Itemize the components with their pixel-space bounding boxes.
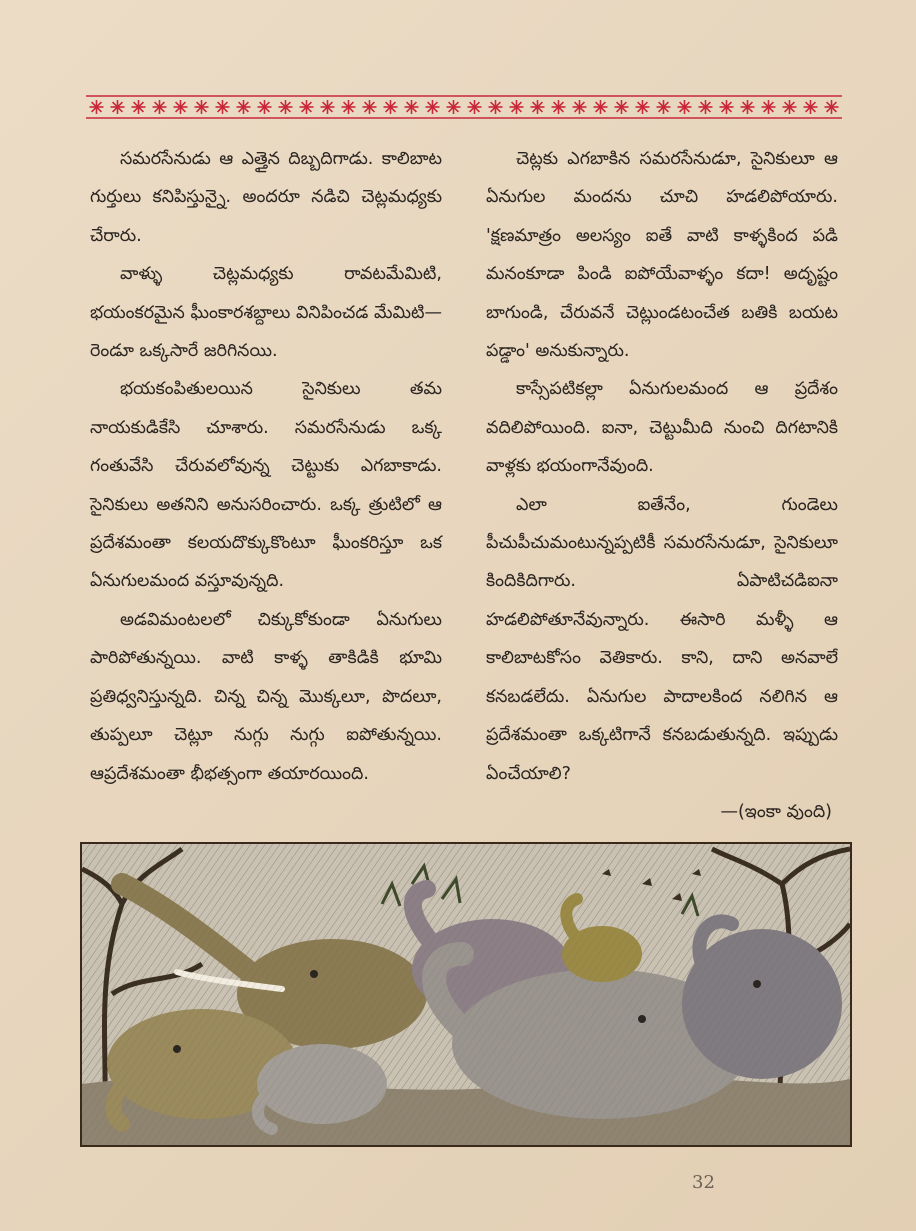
continued-label: —(ఇంకా వుంది) — [720, 801, 832, 822]
border-motif — [678, 100, 692, 114]
border-motif — [510, 100, 524, 114]
border-motif — [699, 100, 713, 114]
border-motif — [468, 100, 482, 114]
border-motif — [300, 100, 314, 114]
border-motif — [237, 100, 251, 114]
border-motif — [132, 100, 146, 114]
border-motif — [447, 100, 461, 114]
border-motif — [426, 100, 440, 114]
elephant-herd-drawing — [82, 844, 850, 1145]
border-motif — [762, 100, 776, 114]
right-paragraph-1: చెట్లకు ఎగబాకిన సమరసేనుడూ, సైనికులూ ఆ ఏనుగుల మందను చూచి హడలిపోయారు. 'క్షణమాత్రం అలస్యం ఐతే వాటి కాళ్ళకింద పడి మనంకూడా పిండి ఐపోయేవాళ్ళం కదా! అదృష్టం బాగుండి, చేరువనే చెట్లుండటంచేత బతికి బయట పడ్డాం' అనుకున్నారు. — [486, 149, 838, 362]
border-motif — [174, 100, 188, 114]
border-motif — [720, 100, 734, 114]
page-number: 32 — [692, 1172, 715, 1193]
border-motif — [321, 100, 335, 114]
border-motif — [573, 100, 587, 114]
left-paragraph-3: భయకంపితులయిన సైనికులు తమ నాయకుడికేసి చూశారు. సమరసేనుడు ఒక్క గంతువేసి చేరువలోవున్న చెట్టుకు ఎగబాకాడు. సైనికులు అతనిని అనుసరించారు. ఒక్క త్రుటిలో ఆ ప్రదేశమంతా కలయదొక్కుకొంటూ ఘీంకరిస్తూ ఒక ఏనుగులమంద వస్తూవున్నది. — [90, 379, 442, 592]
border-motif — [195, 100, 209, 114]
border-motif — [783, 100, 797, 114]
border-motif — [636, 100, 650, 114]
decorative-border — [86, 95, 842, 119]
border-motif — [153, 100, 167, 114]
border-motif — [216, 100, 230, 114]
left-paragraph-2: వాళ్ళు చెట్లమధ్యకు రావటమేమిటి, భయంకరమైన ఘీంకారశబ్దాలు వినిపించడ మేమిటి—రెండూ ఒక్కసారే జరిగినయి. — [90, 264, 442, 362]
border-motif — [489, 100, 503, 114]
border-motif — [615, 100, 629, 114]
left-column — [90, 140, 442, 793]
border-motif — [552, 100, 566, 114]
border-motif — [594, 100, 608, 114]
border-motif — [804, 100, 818, 114]
right-paragraph-3: ఎలా ఐతేనేం, గుండెలు పీచుపీచుమంటున్నప్పటికీ సమరసేనుడూ, సైనికులూ కిందికిదిగారు. ఏపాటిచడిఐనా హడలిపోతూనేవున్నారు. ఈసారి మళ్ళీ ఆ కాలిబాటకోసం వెతికారు. కాని, దాని అనవాలే కనబడలేదు. ఏనుగుల పాదాలకింద నలిగిన ఆ ప్రదేశమంతా ఒక్కటిగానే కనబడుతున్నది. ఇప్పుడు ఏంచేయాలి? — [486, 494, 838, 784]
right-paragraph-2: కాస్సేపటికల్లా ఏనుగులమంద ఆ ప్రదేశం వదిలిపోయింది. ఐనా, చెట్టుమీది నుంచి దిగటానికి వాళ్లకు భయంగానేవుంది. — [486, 379, 838, 477]
left-paragraph-4: అడవిమంటలలో చిక్కుకోకుండా ఏనుగులు పారిపోతున్నయి. వాటి కాళ్ళ తాకిడికి భూమి ప్రతిధ్వనిస్తున్నది. చిన్న చిన్న మొక్కలూ, పొదలూ, తుప్పలూ చెట్లూ నుగ్గు నుగ్గు ఐపోతున్నయి. ఆప్రదేశమంతా భీభత్సంగా తయారయింది. — [90, 609, 442, 784]
elephant-herd-illustration — [80, 842, 852, 1147]
border-motif — [363, 100, 377, 114]
border-motif — [384, 100, 398, 114]
border-motif — [279, 100, 293, 114]
border-motif — [342, 100, 356, 114]
border-motif — [741, 100, 755, 114]
border-motif — [531, 100, 545, 114]
left-paragraph-1: సమరసేనుడు ఆ ఎత్తైన దిబ్బదిగాడు. కాలిబాట గుర్తులు కనిపిస్తున్నై. అందరూ నడిచి చెట్లమధ్యకు చేరారు. — [90, 149, 442, 246]
border-motif — [825, 100, 839, 114]
border-motif — [90, 100, 104, 114]
border-motif — [657, 100, 671, 114]
decorative-border-pattern — [86, 95, 842, 119]
border-motif — [258, 100, 272, 114]
border-motif — [405, 100, 419, 114]
right-column — [486, 140, 838, 831]
border-motif — [111, 100, 125, 114]
